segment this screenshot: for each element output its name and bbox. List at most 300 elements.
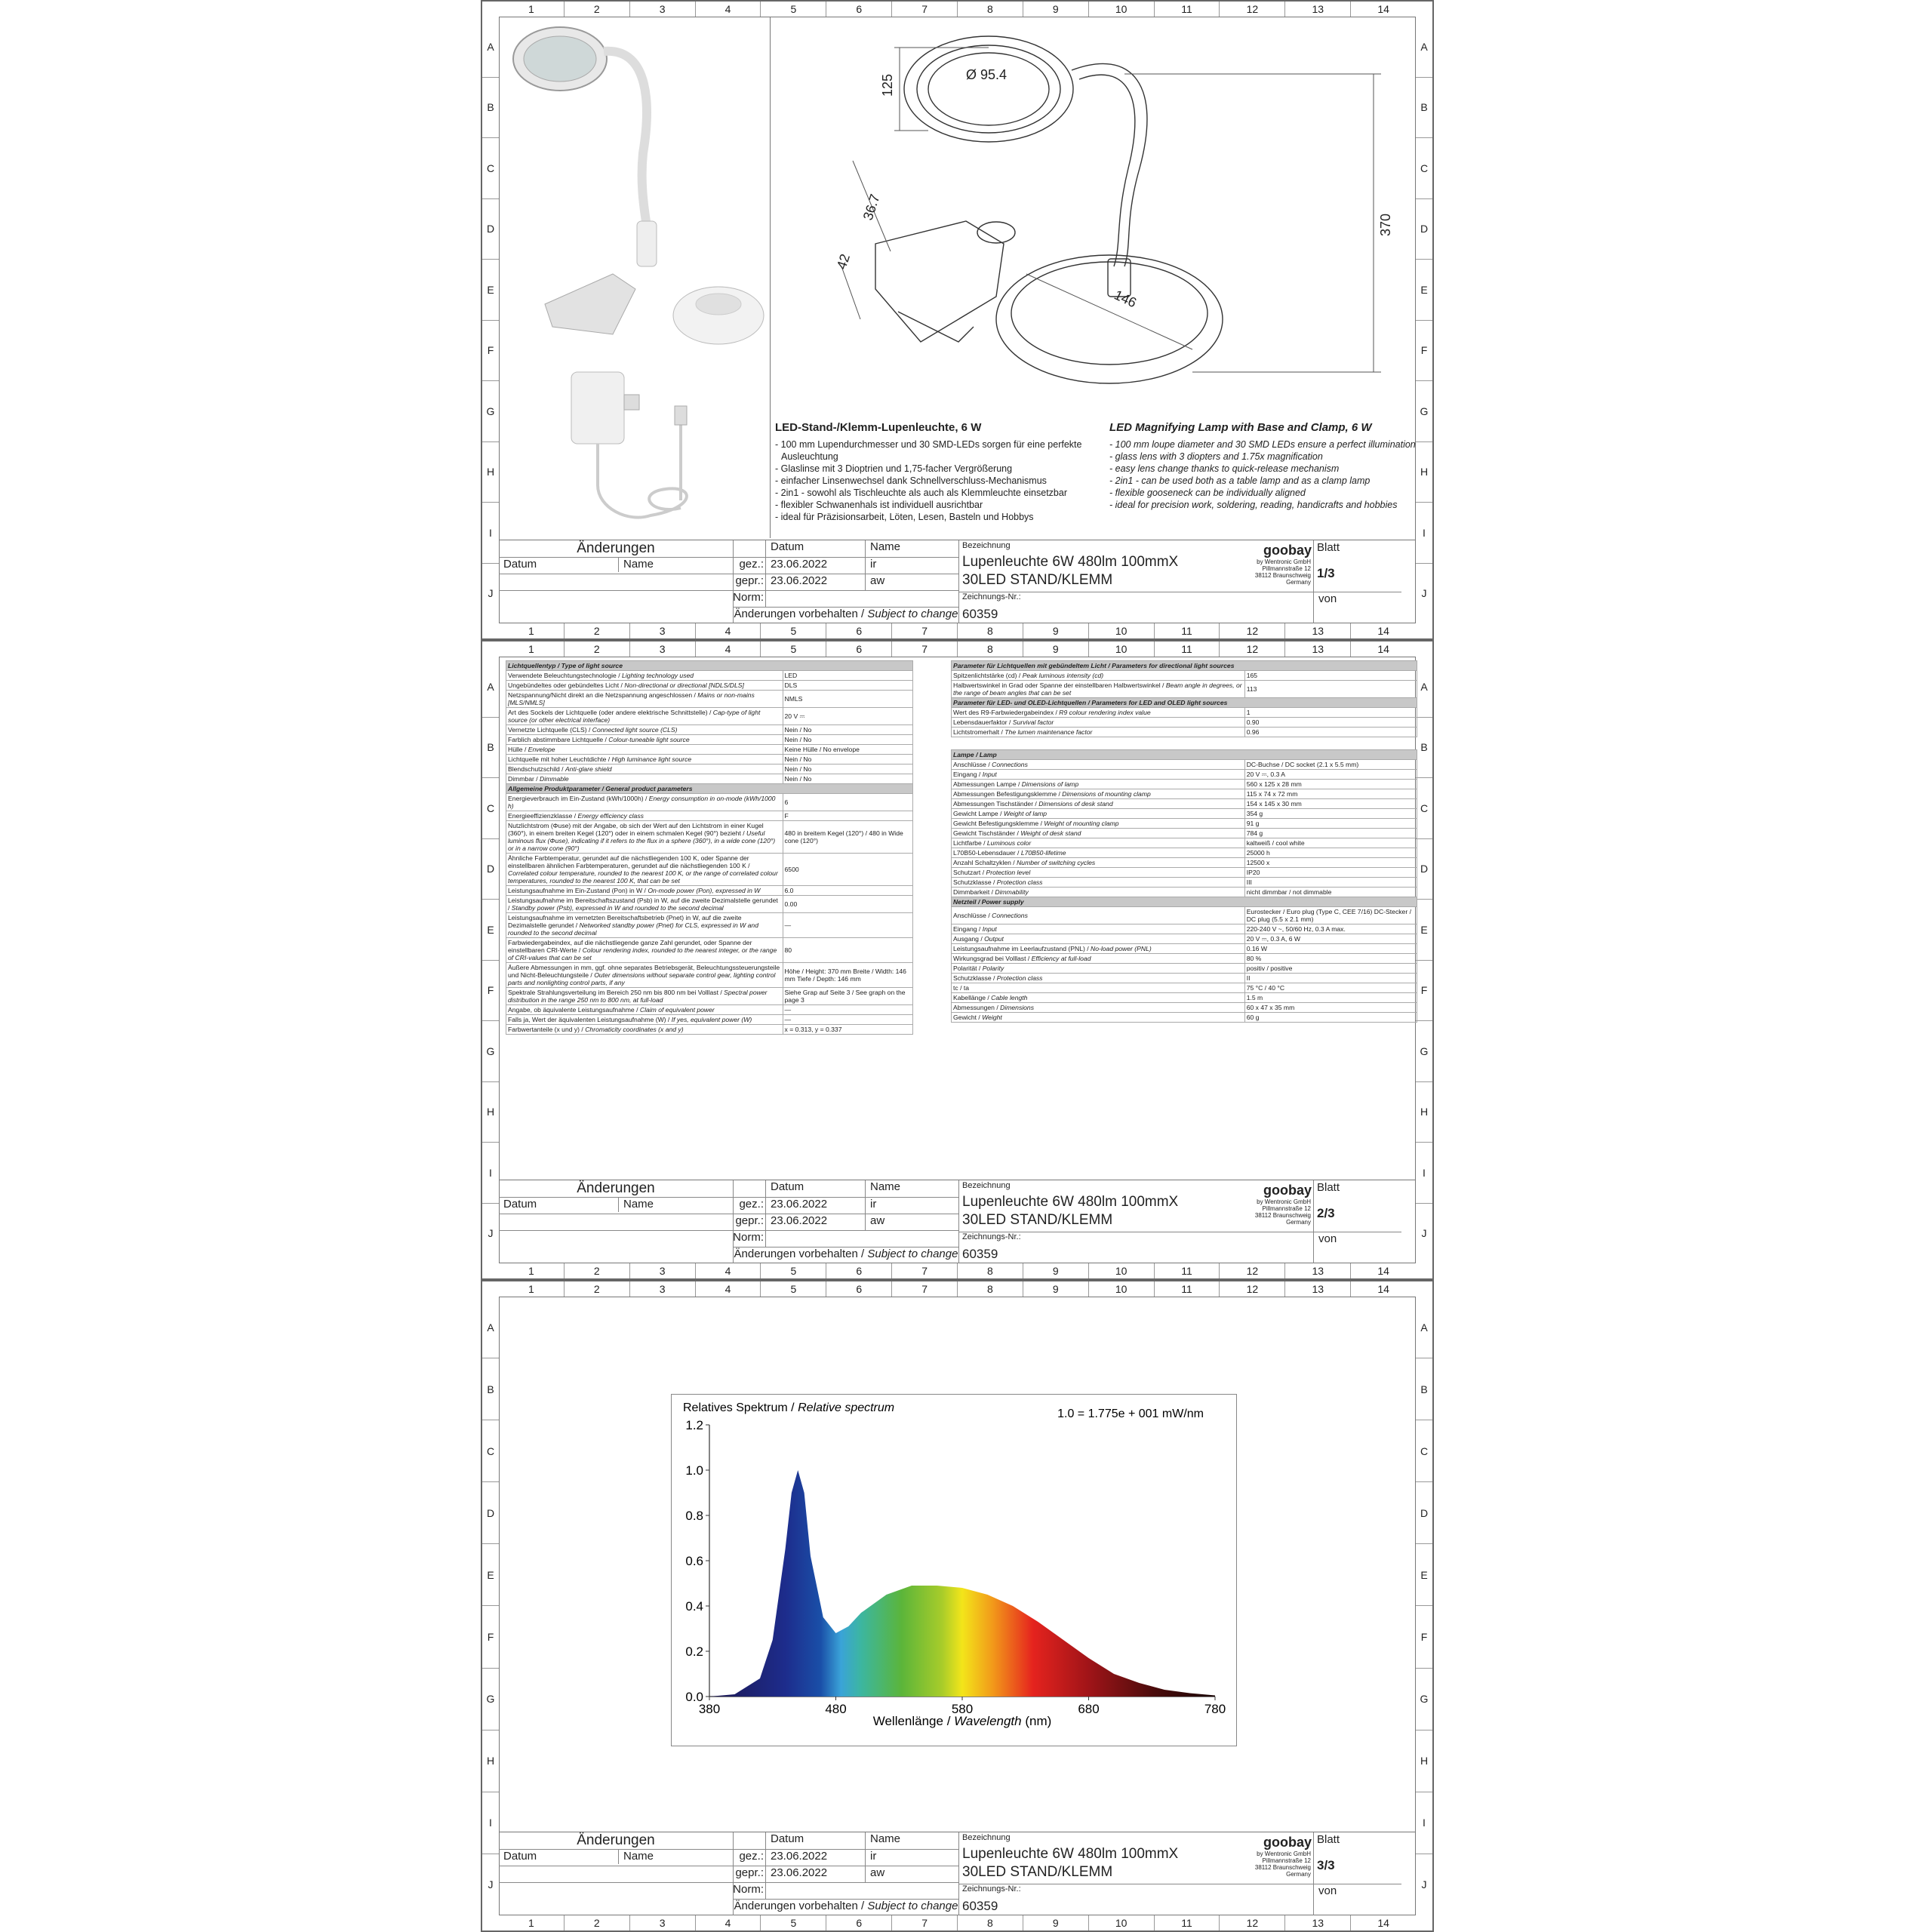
ruler-label: F bbox=[482, 1605, 499, 1667]
drawing-frame bbox=[499, 17, 1416, 623]
spec-row bbox=[952, 983, 1417, 993]
changes-name-header: Name bbox=[618, 1849, 733, 1864]
spec-parameter-de: Kabellänge / bbox=[953, 994, 992, 1001]
ruler-label: 8 bbox=[957, 1281, 1023, 1297]
ruler-label: 6 bbox=[826, 623, 891, 638]
spec-value: 0.90 bbox=[1244, 718, 1417, 728]
spec-parameter bbox=[506, 963, 783, 988]
spec-parameter-de: Wert des R9-Farbwiedergabeindex / bbox=[953, 709, 1060, 716]
goobay-logo: goobay bbox=[1263, 1183, 1312, 1198]
spec-parameter-de: Leistungsaufnahme im Ein-Zustand (Pon) in W / bbox=[508, 887, 648, 894]
ruler-label: H bbox=[1416, 441, 1432, 503]
spec-section-header: Lichtquellentyp / Type of light source bbox=[506, 661, 913, 671]
spec-row bbox=[952, 934, 1417, 944]
spec-header-row bbox=[952, 698, 1417, 708]
y-tick-label: 0.2 bbox=[685, 1644, 703, 1659]
ruler-label: 7 bbox=[891, 2, 957, 17]
ruler-label: 6 bbox=[826, 641, 891, 657]
designation-line-1: Lupenleuchte 6W 480lm 100mmX bbox=[962, 554, 1179, 570]
spec-parameter-en: On-mode power (Pon), expressed in W bbox=[648, 887, 761, 894]
spec-parameter-en: Protection level bbox=[986, 869, 1031, 876]
sheet-number: 2/3 bbox=[1317, 1206, 1335, 1220]
spec-parameter-de: Farbwiedergabeindex, auf die nächstliegende ganze Zahl gerundet, oder Spanne der einstellbaren CRI-Werte / bbox=[508, 939, 752, 954]
spec-row bbox=[952, 718, 1417, 728]
name-header: Name bbox=[865, 540, 958, 557]
spec-row bbox=[506, 963, 913, 988]
drawn-date: 23.06.2022 bbox=[765, 1849, 865, 1866]
ruler-label: 1 bbox=[528, 1917, 534, 1929]
designation-label: Bezeichnung bbox=[962, 1833, 1011, 1842]
ruler-label: C bbox=[1416, 137, 1432, 198]
spec-value: Nein / No bbox=[783, 764, 912, 774]
changes-date-header: Datum bbox=[499, 1849, 618, 1864]
spec-row bbox=[952, 878, 1417, 888]
spec-parameter bbox=[506, 913, 783, 938]
spec-parameter bbox=[952, 858, 1245, 868]
ruler-label: G bbox=[1416, 1668, 1432, 1730]
ruler-label: 6 bbox=[826, 1263, 891, 1278]
spec-row bbox=[952, 819, 1417, 829]
spec-parameter bbox=[952, 934, 1245, 944]
y-tick-label: 1.0 bbox=[685, 1463, 703, 1478]
spec-parameter bbox=[952, 770, 1245, 780]
spec-parameter-de: tc / ta bbox=[953, 984, 970, 992]
spec-parameter bbox=[952, 974, 1245, 983]
ruler-label: 4 bbox=[695, 1263, 761, 1278]
spec-parameter bbox=[952, 878, 1245, 888]
spec-row bbox=[506, 708, 913, 725]
spec-value: Nein / No bbox=[783, 755, 912, 764]
spec-parameter-en: Cap-type of light source (or other electrical interface) bbox=[508, 709, 761, 724]
changes-title: Änderungen bbox=[577, 1180, 655, 1196]
ruler-label: 7 bbox=[891, 1915, 957, 1930]
spec-value: 25000 h bbox=[1244, 848, 1417, 858]
row-ruler bbox=[1416, 1297, 1432, 1915]
spec-value: DC-Buchse / DC socket (2.1 x 5.5 mm) bbox=[1244, 760, 1417, 770]
x-tick-label: 780 bbox=[1204, 1702, 1226, 1716]
spec-parameter-de: Farblich abstimmbare Lichtquelle / bbox=[508, 736, 609, 743]
spec-row bbox=[952, 848, 1417, 858]
norm-label: Norm: bbox=[733, 1230, 765, 1247]
of-label: von bbox=[1313, 1232, 1401, 1263]
spec-value: III bbox=[1244, 878, 1417, 888]
row-ruler bbox=[482, 17, 499, 623]
ruler-label: J bbox=[482, 563, 499, 624]
spec-row bbox=[952, 770, 1417, 780]
spec-value: 1.5 m bbox=[1244, 993, 1417, 1003]
ruler-label: B bbox=[1416, 77, 1432, 138]
spec-parameter-de: Leistungsaufnahme im vernetzten Bereitschaftsbetrieb (Pnet) in W, auf die zweite Dezimalstelle gerundet / bbox=[508, 914, 742, 929]
spec-parameter-en: Input bbox=[982, 771, 997, 778]
y-tick-label: 0.6 bbox=[685, 1554, 703, 1568]
x-axis-label-part: (nm) bbox=[1021, 1714, 1052, 1728]
spec-value: Nein / No bbox=[783, 735, 912, 745]
ruler-label: H bbox=[482, 1081, 499, 1143]
spec-row bbox=[506, 938, 913, 963]
spec-parameter-de: Blendschutzschild / bbox=[508, 765, 565, 773]
spec-parameter-en: Colour-tuneable light source bbox=[608, 736, 690, 743]
subject-de: Änderungen vorbehalten / bbox=[734, 1900, 868, 1912]
spec-parameter-de: Ungebündeltes oder gebündeltes Licht / bbox=[508, 681, 625, 689]
row-ruler bbox=[1416, 657, 1432, 1263]
spec-value: 6500 bbox=[783, 854, 912, 886]
ruler-label: 11 bbox=[1154, 1915, 1220, 1930]
ruler-label: D bbox=[482, 838, 499, 900]
date-header: Datum bbox=[765, 540, 865, 557]
spec-parameter-de: Netzspannung/Nicht direkt an die Netzspannung angeschlossen / bbox=[508, 691, 698, 699]
ruler-label: 11 bbox=[1154, 641, 1220, 657]
ruler-label: 4 bbox=[695, 1915, 761, 1930]
ruler-label: 7 bbox=[891, 1263, 957, 1278]
sheet-2 bbox=[481, 640, 1434, 1280]
description-en-title: LED Magnifying Lamp with Base and Clamp, 6 W bbox=[1109, 421, 1372, 434]
spec-parameter-de: Anschlüsse / bbox=[953, 912, 992, 919]
spec-parameter-en: Non-directional or directional [NDLS/DLS] bbox=[624, 681, 744, 689]
spec-section-header: Lampe / Lamp bbox=[952, 750, 1417, 760]
spec-value: — bbox=[783, 1015, 912, 1025]
ruler-label: I bbox=[1416, 1792, 1432, 1854]
ruler-label: 12 bbox=[1219, 2, 1284, 17]
ruler-label: 9 bbox=[1023, 623, 1088, 638]
spec-parameter-de: Eingang / bbox=[953, 925, 983, 933]
spec-parameter-de: Dimmbarkeit / bbox=[953, 888, 995, 896]
spec-parameter-de: Verwendete Beleuchtungstechnologie / bbox=[508, 672, 622, 679]
spec-header-row bbox=[506, 784, 913, 794]
description-de-list bbox=[775, 438, 1100, 523]
ruler-label: 6 bbox=[826, 2, 891, 17]
spec-row bbox=[952, 964, 1417, 974]
drawing-number: 60359 bbox=[962, 1247, 998, 1261]
norm-cell bbox=[765, 1882, 958, 1899]
spec-parameter-en: Connected light source (CLS) bbox=[592, 726, 678, 734]
spec-parameter bbox=[506, 821, 783, 854]
ruler-label: 6 bbox=[826, 1915, 891, 1930]
changes-date-header: Datum bbox=[499, 557, 618, 572]
spec-value: 0.00 bbox=[783, 896, 912, 913]
checked-name: aw bbox=[865, 574, 958, 590]
norm-cell bbox=[765, 1230, 958, 1247]
spec-value: 20 V ⎓, 0.3 A, 6 W bbox=[1244, 934, 1417, 944]
drawing-number-label: Zeichnungs-Nr.: bbox=[962, 592, 1021, 601]
spec-parameter bbox=[952, 799, 1245, 809]
ruler-label: G bbox=[482, 1020, 499, 1081]
spec-row bbox=[506, 735, 913, 745]
spec-parameter-de: Art des Sockels der Lichtquelle (oder andere elektrische Schnittstelle) / bbox=[508, 709, 713, 716]
spec-row bbox=[506, 794, 913, 811]
ruler-label: 14 bbox=[1350, 2, 1416, 17]
spec-row bbox=[952, 780, 1417, 789]
spec-value: II bbox=[1244, 974, 1417, 983]
spec-parameter-en: Dimmable bbox=[540, 775, 569, 783]
spec-value: 20 V ⎓ bbox=[783, 708, 912, 725]
ruler-label: A bbox=[487, 680, 494, 693]
ruler-label: A bbox=[1420, 1321, 1428, 1334]
spec-parameter bbox=[506, 671, 783, 681]
ruler-label: 8 bbox=[957, 1915, 1023, 1930]
spec-parameter-en: Dimensions bbox=[1000, 1004, 1035, 1011]
ruler-label: 6 bbox=[826, 1281, 891, 1297]
sheet-label: Blatt bbox=[1317, 1833, 1340, 1846]
spec-value: 91 g bbox=[1244, 819, 1417, 829]
drawn-date: 23.06.2022 bbox=[765, 557, 865, 574]
spec-parameter-de: Schutzklasse / bbox=[953, 878, 997, 886]
spec-parameter-de: Polarität / bbox=[953, 964, 983, 972]
x-tick-label: 380 bbox=[698, 1702, 721, 1716]
ruler-label: 14 bbox=[1350, 1915, 1416, 1930]
description-en bbox=[1109, 421, 1420, 511]
ruler-label: F bbox=[1416, 960, 1432, 1021]
spec-value: 1 bbox=[1244, 708, 1417, 718]
ruler-label: 5 bbox=[760, 1263, 826, 1278]
spec-row bbox=[952, 924, 1417, 934]
spec-parameter bbox=[952, 760, 1245, 770]
spec-parameter-de: Lichtfarbe / bbox=[953, 839, 987, 847]
ruler-label: B bbox=[482, 1358, 499, 1420]
spec-row bbox=[952, 888, 1417, 897]
spec-parameter-en: Useful luminous flux (Φuse), indicating if it refers to the flux in a sphere (360°), in a wide cone (120°) or in a narrow cone (90°) bbox=[508, 829, 776, 852]
description-item: - flexibler Schwanenhals ist individuell ausrichtbar bbox=[775, 500, 983, 510]
spec-value: 220-240 V ~, 50/60 Hz, 0.3 A max. bbox=[1244, 924, 1417, 934]
spec-value: 560 x 125 x 28 mm bbox=[1244, 780, 1417, 789]
spec-parameter-en: Chromaticity coordinates (x and y) bbox=[585, 1026, 684, 1033]
spec-parameter-en: Output bbox=[984, 935, 1004, 943]
spec-value: Eurostecker / Euro plug (Type C, CEE 7/16) DC-Stecker / DC plug (5.5 x 2.1 mm) bbox=[1244, 907, 1417, 924]
spec-parameter bbox=[952, 789, 1245, 799]
spec-parameter-de: Leistungsaufnahme im Leerlaufzustand (PNL) / bbox=[953, 945, 1091, 952]
spec-value: 6 bbox=[783, 794, 912, 811]
technical-drawing bbox=[770, 17, 1415, 398]
ruler-label: F bbox=[1416, 320, 1432, 381]
spec-section-header: Parameter für LED- und OLED-Lichtquellen / Parameters for LED and OLED light sources bbox=[952, 698, 1417, 708]
dim-clamp-opening: 36.7 bbox=[860, 192, 883, 223]
spec-parameter bbox=[506, 708, 783, 725]
description-de-title: LED-Stand-/Klemm-Lupenleuchte, 6 W bbox=[775, 421, 982, 434]
spec-parameter-en: Protection class bbox=[996, 878, 1043, 886]
sheet-1 bbox=[481, 0, 1434, 640]
norm-label: Norm: bbox=[733, 590, 765, 607]
ruler-label: 2 bbox=[564, 1281, 629, 1297]
ruler-label: C bbox=[482, 777, 499, 838]
sheet-number: 3/3 bbox=[1317, 1858, 1335, 1872]
description-item: - easy lens change thanks to quick-release mechanism bbox=[1109, 463, 1340, 474]
spec-parameter bbox=[952, 829, 1245, 838]
sheet-label: Blatt bbox=[1317, 1181, 1340, 1194]
changes-name-header: Name bbox=[618, 557, 733, 572]
x-axis-label-part: Wavelength bbox=[954, 1714, 1022, 1728]
norm-cell bbox=[765, 590, 958, 607]
ruler-label: 10 bbox=[1088, 623, 1154, 638]
spec-parameter-en: Dimensions of lamp bbox=[1021, 780, 1079, 788]
description-item: - glass lens with 3 diopters and 1.75x magnification bbox=[1109, 451, 1323, 462]
ruler-label: 8 bbox=[957, 623, 1023, 638]
spec-parameter-en: Lighting technology used bbox=[621, 672, 694, 679]
spec-parameter-de: Schutzart / bbox=[953, 869, 986, 876]
spec-parameter-de: Gewicht / bbox=[953, 1014, 983, 1021]
spec-parameter-en: Survival factor bbox=[1012, 718, 1054, 726]
spec-parameter bbox=[952, 1013, 1245, 1023]
spec-parameter-en: Weight of lamp bbox=[1003, 810, 1048, 817]
spec-parameter-de: Abmessungen Lampe / bbox=[953, 780, 1022, 788]
spec-parameter-en: Polarity bbox=[982, 964, 1004, 972]
spec-parameter-de: Energieeffizienzklasse / bbox=[508, 812, 578, 820]
spec-parameter-en: R9 colour rendering index value bbox=[1059, 709, 1151, 716]
spec-parameter-de: Farbwertanteile (x und y) / bbox=[508, 1026, 586, 1033]
column-ruler bbox=[499, 2, 1416, 17]
spec-row bbox=[506, 671, 913, 681]
ruler-label: 12 bbox=[1219, 1263, 1284, 1278]
ruler-label: I bbox=[482, 1142, 499, 1203]
changes-title: Änderungen bbox=[577, 1832, 655, 1848]
spec-header-row bbox=[506, 661, 913, 671]
spec-value: 480 in breitem Kegel (120°) / 480 in Wide cone (120°) bbox=[783, 821, 912, 854]
ruler-label: 3 bbox=[629, 623, 695, 638]
ruler-label: B bbox=[1416, 1358, 1432, 1420]
description-item: - ideal für Präzisionsarbeit, Löten, Lesen, Basteln und Hobbys bbox=[775, 512, 1034, 522]
spec-parameter-en: Mains or non-mains [MLS/NMLS] bbox=[508, 691, 755, 706]
spec-parameter bbox=[952, 1003, 1245, 1013]
ruler-label: 13 bbox=[1284, 1263, 1350, 1278]
ruler-label: D bbox=[482, 1481, 499, 1543]
ruler-label: 9 bbox=[1023, 641, 1088, 657]
title-block bbox=[499, 1832, 1416, 1915]
designation-line-1: Lupenleuchte 6W 480lm 100mmX bbox=[962, 1846, 1179, 1862]
spec-parameter-en: Outer dimensions without separate control gear, lighting control parts and nonlighting control parts, if any bbox=[508, 971, 776, 986]
ruler-label: 5 bbox=[760, 641, 826, 657]
spec-parameter-de: Nutzlichtstrom (Φuse) mit der Angabe, ob sich der Wert auf den Lichtstrom in einer Kugel (360°), in einem breiten Kegel (120°) oder in einem schmalen Kegel (90°) bezieht / bbox=[508, 822, 764, 837]
of-label: von bbox=[1313, 1884, 1401, 1915]
ruler-label: 12 bbox=[1219, 1281, 1284, 1297]
spec-parameter bbox=[952, 728, 1245, 737]
chart-title-en: Relative spectrum bbox=[798, 1401, 895, 1414]
chart-title-de: Relatives Spektrum / bbox=[683, 1401, 798, 1414]
spec-parameter-de: Lichtstromerhalt / bbox=[953, 728, 1005, 736]
ruler-label: 12 bbox=[1219, 641, 1284, 657]
spec-value: Höhe / Height: 370 mm Breite / Width: 146 mm Tiefe / Depth: 146 mm bbox=[783, 963, 912, 988]
spec-parameter-en: Input bbox=[982, 925, 997, 933]
spec-row bbox=[506, 854, 913, 886]
ruler-label: 5 bbox=[760, 623, 826, 638]
sheet-label: Blatt bbox=[1317, 541, 1340, 554]
changes-date-header: Datum bbox=[499, 1197, 618, 1212]
designation-line-2: 30LED STAND/KLEMM bbox=[962, 1864, 1113, 1880]
goobay-logo: goobay bbox=[1263, 1835, 1312, 1850]
spec-value: NMLS bbox=[783, 691, 912, 708]
spec-row bbox=[952, 944, 1417, 954]
spec-header-row bbox=[952, 661, 1417, 671]
ruler-label: 8 bbox=[957, 2, 1023, 17]
spec-parameter-en: No-load power (PNL) bbox=[1091, 945, 1152, 952]
name-header: Name bbox=[865, 1832, 958, 1849]
ruler-label: 3 bbox=[629, 641, 695, 657]
spec-row bbox=[952, 868, 1417, 878]
spec-row bbox=[952, 993, 1417, 1003]
drawing-number-label: Zeichnungs-Nr.: bbox=[962, 1232, 1021, 1241]
spec-parameter-en: If yes, equivalent power (W) bbox=[671, 1016, 752, 1023]
spec-value: 12500 x bbox=[1244, 858, 1417, 868]
spec-parameter-en: Weight of mounting clamp bbox=[1044, 820, 1119, 827]
ruler-label: 4 bbox=[695, 623, 761, 638]
checked-date: 23.06.2022 bbox=[765, 1866, 865, 1882]
subject-en: Subject to change bbox=[867, 608, 958, 620]
ruler-label: 11 bbox=[1154, 1263, 1220, 1278]
ruler-label: G bbox=[482, 1668, 499, 1730]
spec-parameter-en: Weight bbox=[982, 1014, 1002, 1021]
spec-row bbox=[952, 1013, 1417, 1023]
description-item: - einfacher Linsenwechsel dank Schnellverschluss-Mechanismus bbox=[775, 475, 1047, 486]
changes-row bbox=[499, 590, 733, 607]
spec-parameter bbox=[506, 681, 783, 691]
spec-parameter bbox=[952, 819, 1245, 829]
spec-parameter-en: Cable length bbox=[991, 994, 1028, 1001]
spec-row bbox=[952, 907, 1417, 924]
spec-value: 113 bbox=[1244, 681, 1417, 698]
changes-row bbox=[499, 1214, 733, 1230]
spec-value: 154 x 145 x 30 mm bbox=[1244, 799, 1417, 809]
spec-parameter-de: Gewicht Tischständer / bbox=[953, 829, 1021, 837]
spec-value: Nein / No bbox=[783, 725, 912, 735]
spec-parameter-de: Vernetzte Lichtquelle (CLS) / bbox=[508, 726, 592, 734]
spec-parameter-de: Abmessungen Tischständer / bbox=[953, 800, 1039, 808]
ruler-label: H bbox=[482, 1730, 499, 1792]
title-block bbox=[499, 1180, 1416, 1263]
spec-value: nicht dimmbar / not dimmable bbox=[1244, 888, 1417, 897]
spec-parameter-de: Falls ja, Wert der äquivalenten Leistungsaufnahme (W) / bbox=[508, 1016, 672, 1023]
designation-line-1: Lupenleuchte 6W 480lm 100mmX bbox=[962, 1194, 1179, 1210]
ruler-label: 13 bbox=[1284, 641, 1350, 657]
ruler-label: I bbox=[1416, 1142, 1432, 1203]
row-ruler bbox=[482, 657, 499, 1263]
ruler-label: F bbox=[1416, 1605, 1432, 1667]
ruler-label: 13 bbox=[1284, 1915, 1350, 1930]
spec-value: 6.0 bbox=[783, 886, 912, 896]
spec-parameter-de: Anschlüsse / bbox=[953, 761, 992, 768]
description-de bbox=[775, 421, 1100, 523]
ruler-label: 1 bbox=[528, 3, 534, 15]
ruler-label: 8 bbox=[957, 1263, 1023, 1278]
name-header: Name bbox=[865, 1180, 958, 1197]
column-ruler bbox=[499, 1281, 1416, 1297]
spec-row bbox=[506, 896, 913, 913]
spec-parameter-de: Dimmbar / bbox=[508, 775, 540, 783]
designation-label: Bezeichnung bbox=[962, 1181, 1011, 1190]
spec-value: 20 V ⎓, 0.3 A bbox=[1244, 770, 1417, 780]
designation-line-2: 30LED STAND/KLEMM bbox=[962, 572, 1113, 588]
spec-parameter-en: Dimmability bbox=[995, 888, 1029, 896]
spec-parameter bbox=[506, 1015, 783, 1025]
ruler-label: I bbox=[482, 1792, 499, 1854]
drawn-date: 23.06.2022 bbox=[765, 1197, 865, 1214]
designation-label: Bezeichnung bbox=[962, 541, 1011, 550]
spec-row bbox=[506, 691, 913, 708]
row-ruler bbox=[482, 1297, 499, 1915]
spec-parameter-de: Ähnliche Farbtemperatur, gerundet auf die nächstliegenden 100 K, oder Spanne der einstellbaren ähnlichen Farbtemperaturen, gerundet auf die nächstliegenden 100 K / bbox=[508, 854, 750, 869]
spec-parameter-de: Energieverbrauch im Ein-Zustand (kWh/1000h) / bbox=[508, 795, 649, 802]
spec-value: positiv / positive bbox=[1244, 964, 1417, 974]
ruler-label: E bbox=[482, 259, 499, 320]
drawing-frame bbox=[499, 1297, 1416, 1915]
ruler-label: A bbox=[487, 1321, 494, 1334]
ruler-label: 14 bbox=[1350, 1263, 1416, 1278]
spec-row bbox=[952, 799, 1417, 809]
spec-parameter-en: Envelope bbox=[528, 746, 555, 753]
spec-parameter-de: Lebensdauerfaktor / bbox=[953, 718, 1013, 726]
dim-clamp-depth: 42 bbox=[833, 252, 853, 272]
spec-value: IP20 bbox=[1244, 868, 1417, 878]
ruler-label: F bbox=[482, 960, 499, 1021]
spec-parameter bbox=[506, 896, 783, 913]
ruler-label: 13 bbox=[1284, 623, 1350, 638]
spec-row bbox=[952, 809, 1417, 819]
